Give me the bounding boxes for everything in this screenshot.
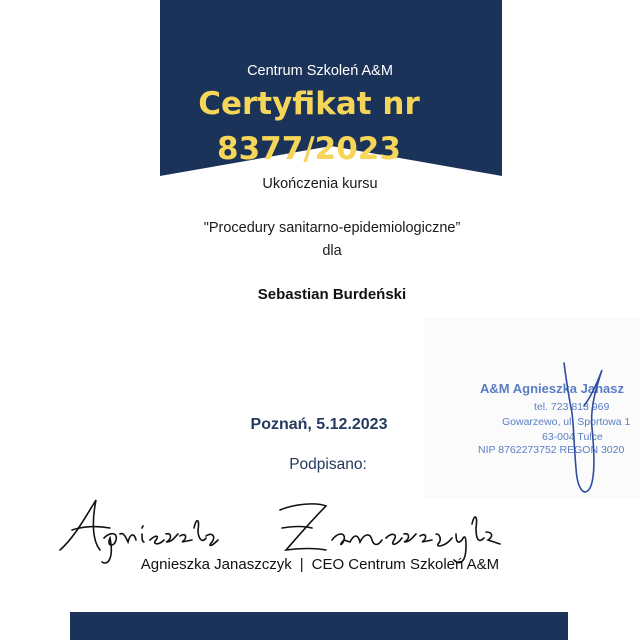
signer-name: Agnieszka Janaszczyk [140, 556, 292, 573]
signer-separator: | [299, 556, 304, 573]
signed-label: Podpisano: [289, 456, 367, 473]
stamp-line-5: NIP 8762273752 REGON 3020 [478, 444, 625, 456]
certificate-number: 8377/2023 [217, 131, 401, 167]
certificate-subtitle: Ukończenia kursu [262, 176, 378, 192]
organization-name: Centrum Szkoleń A&M [247, 63, 393, 79]
stamp-line-2: tel. 723 813 969 [534, 401, 610, 413]
course-name: "Procedury sanitarno-epidemiologiczne” [203, 220, 461, 236]
recipient-name: Sebastian Burdeński [257, 286, 407, 303]
signer-role: CEO Centrum Szkoleń A&M [311, 556, 500, 573]
stamp-line-1: A&M Agnieszka Janasz [480, 381, 625, 396]
stamp-line-3: Gowarzewo, ul. Sportowa 1 [502, 416, 631, 428]
place-and-date: Poznań, 5.12.2023 [250, 416, 388, 433]
stamp-line-4: 63-004 Tulce [542, 431, 603, 443]
certificate-title-line1: Certyfikat nr [198, 86, 420, 122]
footer-bar [70, 612, 568, 640]
certificate-title [138, 82, 480, 172]
for-label: dla [322, 243, 342, 259]
signer-line [0, 556, 640, 573]
